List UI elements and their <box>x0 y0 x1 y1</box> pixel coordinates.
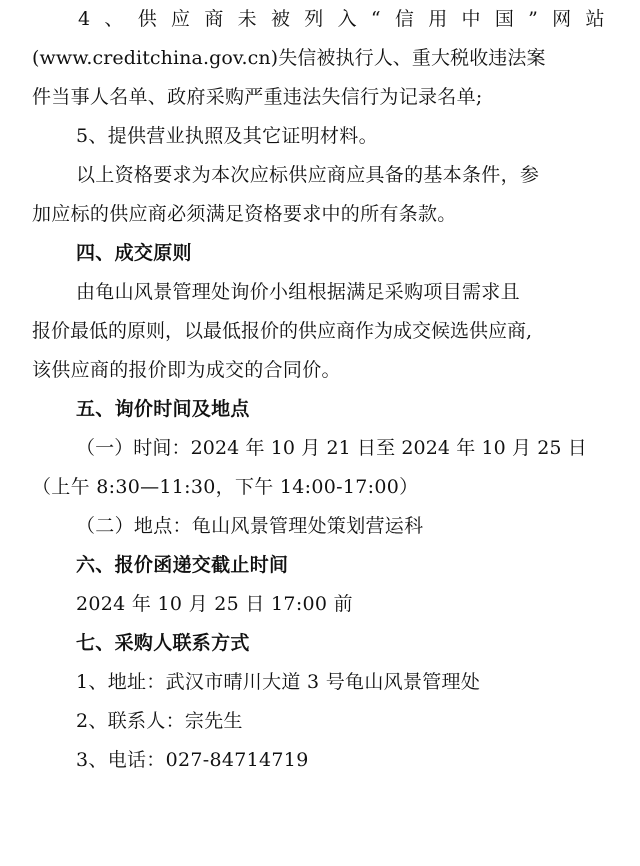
item4-char: 用 <box>428 8 448 30</box>
item4-line3: 件当事人名单、政府采购严重违法失信行为记录名单; <box>32 86 483 108</box>
section-heading-6: 六、报价函递交截止时间 <box>76 554 289 576</box>
item4-char: 未 <box>237 8 257 30</box>
place-line: （二）地点：龟山风景管理处策划营运科 <box>76 515 424 537</box>
item4-char: 列 <box>304 8 324 30</box>
item4-char: 4 <box>78 8 91 30</box>
item4-char: 应 <box>171 8 191 30</box>
item5-line: 5、提供营业执照及其它证明材料。 <box>76 125 378 147</box>
item4-char: 国 <box>494 8 515 30</box>
section-heading-5: 五、询价时间及地点 <box>76 398 250 420</box>
time-line2: （上午 8:30—11:30，下午 14:00-17:00） <box>32 476 419 498</box>
item4-line2: (www.creditchina.gov.cn)失信被执行人、重大税收违法案 <box>32 47 546 69</box>
item4-char: “ <box>370 8 381 30</box>
item4-char: 入 <box>337 8 357 30</box>
item4-char: 网 <box>552 8 572 30</box>
principle-line1: 由龟山风景管理处询价小组根据满足采购项目需求且 <box>76 281 520 303</box>
item4-char: 中 <box>461 8 481 30</box>
contact-address: 1、地址：武汉市晴川大道 3 号龟山风景管理处 <box>76 671 481 693</box>
principle-line3: 该供应商的报价即为成交的合同价。 <box>32 359 341 381</box>
item4-char: 、 <box>104 8 124 30</box>
time-line1: （一）时间：2024 年 10 月 21 日至 2024 年 10 月 25 日 <box>76 437 587 459</box>
contact-person: 2、联系人：宗先生 <box>76 710 243 732</box>
deadline-line: 2024 年 10 月 25 日 17:00 前 <box>76 593 353 615</box>
principle-line2: 报价最低的原则，以最低报价的供应商作为成交候选供应商, <box>32 320 533 342</box>
contact-phone: 3、电话：027-84714719 <box>76 749 309 771</box>
item4-char: 被 <box>270 8 291 30</box>
item4-char: 供 <box>137 8 158 30</box>
section-heading-7: 七、采购人联系方式 <box>76 632 250 654</box>
item4-line1 <box>78 7 605 31</box>
section-heading-4: 四、成交原则 <box>76 242 192 264</box>
item4-char: 商 <box>204 8 224 30</box>
item4-char: ” <box>528 8 539 30</box>
qualification-line2: 加应标的供应商必须满足资格要求中的所有条款。 <box>32 203 457 225</box>
item4-char: 站 <box>585 8 605 30</box>
item4-char: 信 <box>394 8 415 30</box>
qualification-line1: 以上资格要求为本次应标供应商应具备的基本条件，参 <box>76 164 540 186</box>
